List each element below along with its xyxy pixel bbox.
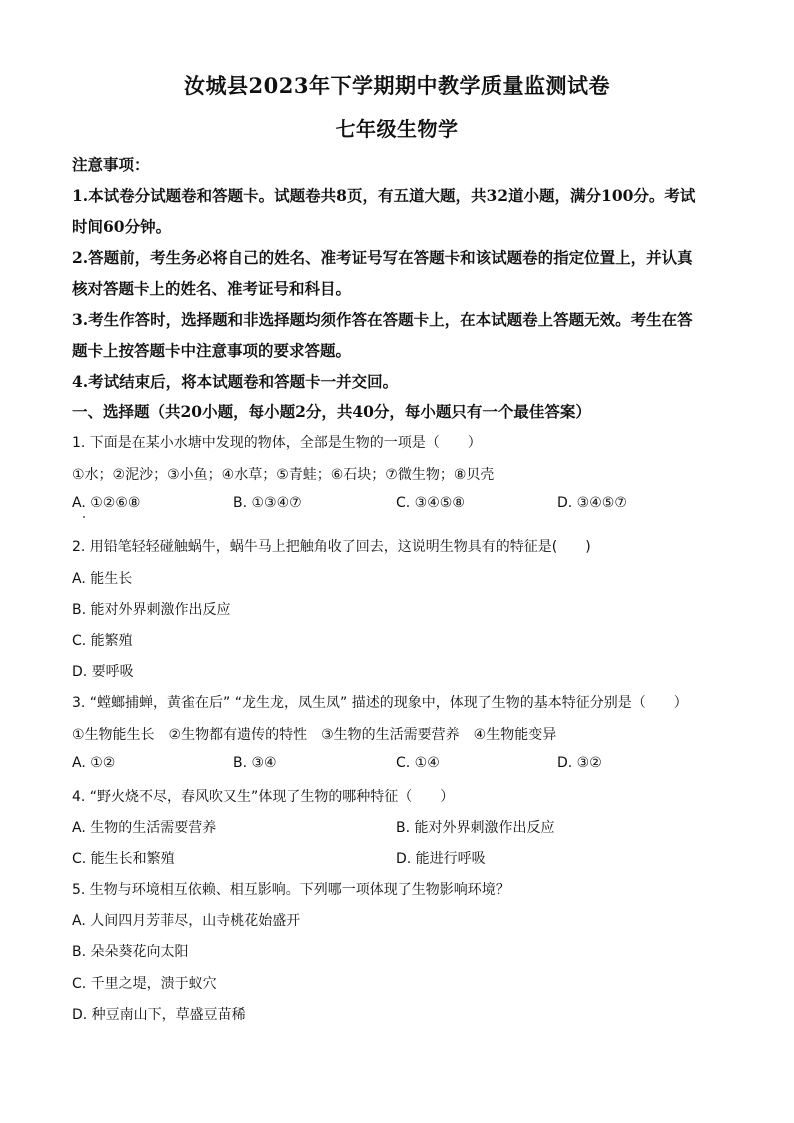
option-d: D. 能进行呼吸 — [396, 851, 486, 867]
option-b: B. 朵朵葵花向太阳 — [72, 944, 189, 960]
exam-subtitle: 七年级生物学 — [335, 117, 459, 141]
option-c: C. 能繁殖 — [72, 633, 133, 649]
option-a: A. ①②⑥⑧ — [72, 495, 141, 511]
option-d: D. 种豆南山下，草盛豆苗稀 — [72, 1007, 246, 1023]
option-d: D. 要呼吸 — [72, 664, 134, 680]
option-a: A. 生物的生活需要营养 — [72, 820, 217, 836]
option-a: A. 能生长 — [72, 571, 133, 587]
option-b: B. 能对外界刺激作出反应 — [396, 820, 555, 836]
option-c: C. ①④ — [396, 755, 440, 771]
option-c: C. ③④⑤⑧ — [396, 495, 465, 511]
option-b: B. ③④ — [233, 755, 277, 771]
question-stem: 4. “野火烧不尽，春风吹又生”体现了生物的哪种特征（ ） — [72, 789, 455, 805]
notice-item: 3.考生作答时，选择题和非选择题均须作答在答题卡上，在本试题卷上答题无效。考生在答 — [72, 310, 693, 329]
section-heading: 一、选择题（共20小题，每小题2分，共40分，每小题只有一个最佳答案） — [72, 402, 591, 421]
option-d: D. ③④⑤⑦ — [557, 495, 627, 511]
notice-item: 核对答题卡上的姓名、准考证号和科目。 — [72, 279, 352, 298]
question-stem: 5. 生物与环境相互依赖、相互影响。下列哪一项体现了生物影响环境？ — [72, 882, 510, 898]
option-b: B. 能对外界刺激作出反应 — [72, 602, 231, 618]
stray-dot — [83, 516, 85, 518]
notice-item: 时间60分钟。 — [72, 217, 172, 236]
notice-item: 2.答题前，考生务必将自己的姓名、准考证号写在答题卡和该试题卷的指定位置上，并认真 — [72, 248, 693, 267]
notice-item: 题卡上按答题卡中注意事项的要求答题。 — [72, 341, 352, 360]
exam-title: 汝城县2023年下学期期中教学质量监测试卷 — [184, 73, 610, 98]
option-c: C. 千里之堤，溃于蚁穴 — [72, 976, 217, 992]
question-stem: 1. 下面是在某小水塘中发现的物体，全部是生物的一项是（ ） — [72, 435, 482, 451]
option-d: D. ③② — [557, 755, 602, 771]
option-c: C. 能生长和繁殖 — [72, 851, 175, 867]
question-extra: ①水；②泥沙；③小鱼；④水草；⑤青蛙；⑥石块；⑦微生物；⑧贝壳 — [72, 467, 495, 483]
question-extra: ①生物能生长 ②生物都有遗传的特性 ③生物的生活需要营养 ④生物能变异 — [72, 727, 557, 743]
notice-heading: 注意事项： — [72, 155, 150, 174]
option-b: B. ①③④⑦ — [233, 495, 302, 511]
notice-item: 1.本试卷分试题卷和答题卡。试题卷共8页，有五道大题，共32道小题，满分100分。考试 — [72, 186, 696, 205]
question-stem: 2. 用铅笔轻轻碰触蜗牛，蜗牛马上把触角收了回去，这说明生物具有的特征是( ) — [72, 539, 591, 555]
question-stem: 3. “螳螂捕蝉，黄雀在后” “龙生龙，凤生凤” 描述的现象中，体现了生物的基本特征分别是（ ） — [72, 695, 688, 711]
notice-item: 4.考试结束后，将本试题卷和答题卡一并交回。 — [72, 372, 399, 391]
option-a: A. 人间四月芳菲尽，山寺桃花始盛开 — [72, 913, 301, 929]
option-a: A. ①② — [72, 755, 116, 771]
